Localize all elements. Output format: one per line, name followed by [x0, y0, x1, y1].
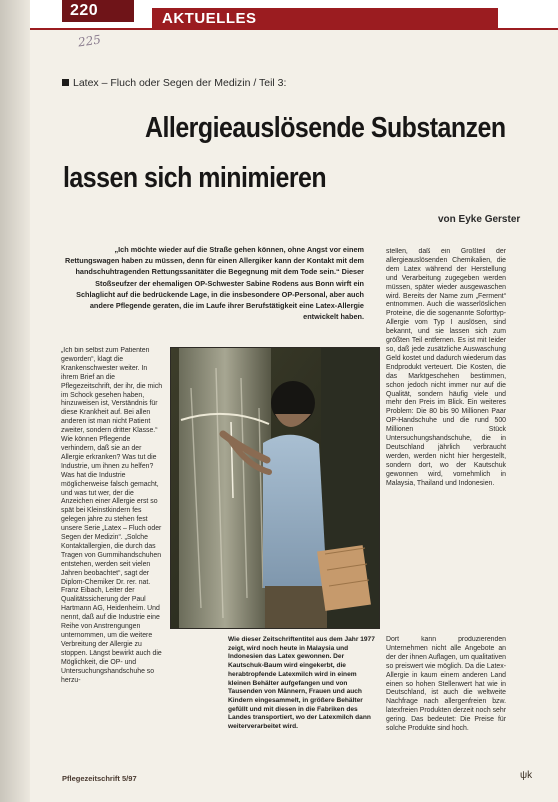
journal-footer: Pflegezeitschrift 5/97: [62, 774, 137, 783]
photo-illustration: [171, 348, 380, 629]
body-column-right: stellen, daß ein Großteil der allergieauslösenden Chemikalien, die dem Latex während der Herstellung und Verarbeitung zugegeben werden müssen, später wieder ausgewaschen wird. Bereits der Name zum „Ferment“ entnommen. Auch die wasserlöslichen Proteine, die die sogenannte Soforttyp-Allergie vom Typ I auslösen, sind bekannt, und sie lassen sich zum größten Teil entfernen. Es ist mit Ieider so, daß jede zusätzliche Auswaschung Geld kostet und dadurch wiederum das Endprodukt verteuert. Die Kosten, die das Marktgeschehen bestimmen, schon jedoch nicht immer nur auf die Qualität, sondern häufig viele und mehr den Preis im Blick. Ein weiteres Problem: Die 80 bis 90 Millionen Paar OP-Handschuhe und die rund 500 Millionen Stück Untersuchungshandschuhe, die in Deutschland jährlich verbraucht werden, werden nicht hier hergestellt, sondern dort, wo der Kautschuk gewonnen wird, vornehmlich in Malaysia, Thailand und Indonesien.: [386, 248, 506, 487]
kicker-text: Latex – Fluch oder Segen der Medizin / Teil 3:: [73, 77, 287, 89]
page-number: 220: [62, 0, 134, 22]
article-lead: „Ich möchte wieder auf die Straße gehen können, ohne Angst vor einem Rettungswagen haben zu müssen, denn für einen Allergiker kann der Kontakt mit dem handschuhtragenden Rettungssanitäter die Begegnung mit dem Tode sein.“ Dieser Stoßseufzer der ehemaligen OP-Schwester Sabine Rodens aus Bonn wirft ein Schlaglicht auf die bedrückende Lage, in die insbesondere OP-Personal, aber auch andere Pflegende geraten, die im Laufe ihrer Berufstätigkeit eine Latex-Allergie entwickelt haben.: [65, 245, 364, 322]
article-kicker: [62, 77, 286, 89]
page-spine-shadow: [0, 0, 30, 802]
body-column-right-continued: Dort kann produzierenden Unternehmen nicht alle Angebote an der der ihnen Auflagen, um qualitativen so preiswert wie möglich. Da die Latex-Allergie in kaum einem anderen Land einen so hohen Stellenwert hat wie in Deutschland, ist auch die weltweite Nachfrage nach allergenfreien bzw. latexfreien Produkten derzeit noch sehr gering. Das bedeutet: Die Preise für solche Produkte sind hoch.: [386, 636, 506, 733]
body-column-left: „Ich bin selbst zum Patienten geworden“, klagt die Krankenschwester weiter. In ihrem Brief an die Pflegezeitschrift, der ihr, die mich im Schock gesehen haben, hinzuweisen ist, Verständnis für diese Krankheit auf. Bei allen anderen ist man nicht Patient zweiter, sondern dritter Klasse.“ Wie können Pflegende verhindern, daß sie an der Allergie erkranken? Was tut die Industrie, um ihnen zu helfen? Was hat die Industrie möglicherweise falsch gemacht, und was tut wer, der die Anzeichen einer Allergie erst so spät bei Kleinstkindern fes gelegen jahre zu stehen fest unsere Serie „Latex – Fluch oder Segen der Medizin“. „Solche Kontaktallergien, die durch das Tragen von Gummihandschuhen entstehen, werden seit vielen Jahren beobachtet“, sagt der Diplom-Chemiker Dr. rer. nat. Franz Eibach, Leiter der Qualitätssicherung der Paul Hartmann AG, Heidenheim. Und nennt, daß auf die Industrie eine Reihe von Anstrengungen unternommen, um die weitere Verbreitung der Allergie zu stoppen. Längst bewirkt auch die Möglichkeit, die OP- und Untersuchungshandschuhe so herzu-: [61, 347, 163, 684]
handwritten-note: 225: [77, 32, 102, 50]
end-mark-icon: ψk: [520, 770, 533, 781]
section-label: AKTUELLES: [152, 8, 498, 30]
article-title-line-1: Allergieauslösende Substanzen: [145, 112, 506, 144]
article-byline: von Eyke Gerster: [438, 214, 521, 225]
photo-caption: Wie dieser Zeitschriftentitel aus dem Jahr 1977 zeigt, wird noch heute in Malaysia und Indonesien das Latex gewonnen. Der Kautschuk-Baum wird eingekerbt, die herabtropfende Latexmilch wird in einem kleinen Behälter aufgefangen und von Tausenden von Männern, Frauen und auch Kindern eingesammelt, in größere Behälter gefüllt und mit diesen in die Fabriken des Landes transportiert, wo der Latexmilch dann weiterverarbeitet wird.: [228, 636, 375, 731]
article-title-line-2: lassen sich minimieren: [63, 162, 327, 194]
latex-tapping-photo: [170, 347, 380, 629]
bullet-square-icon: [62, 79, 69, 86]
